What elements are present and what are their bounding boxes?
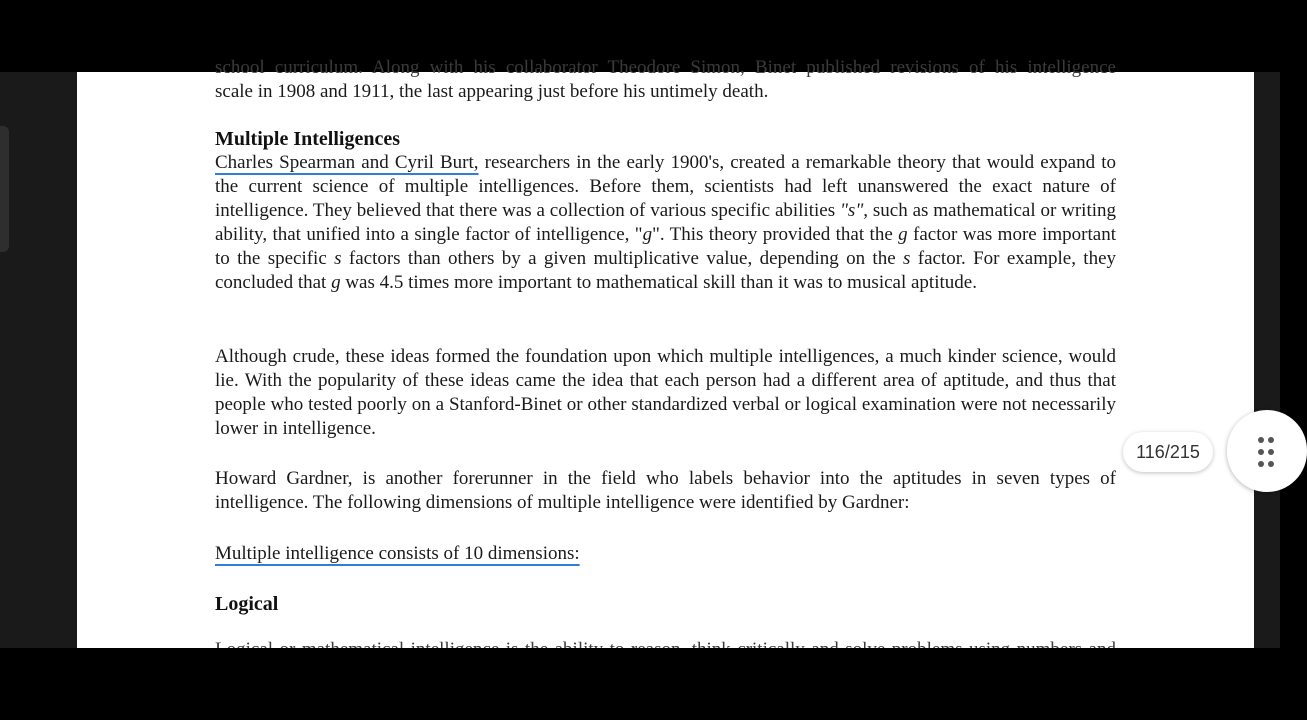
link-spearman-burt[interactable]: Charles Spearman and Cyril Burt, bbox=[215, 152, 479, 173]
paragraph-spearman-burt: Charles Spearman and Cyril Burt, researchers in the early 1900's, created a remarkable theory that would expand to the current science of multiple intelligences. Before them, scientists had left unanswered the exact nature of intelligence. They believed that there was a collection of various specific abilities "s", such as mathematical or writing ability, that unified into a single factor of intelligence, "g". This theory provided that the g factor was more important to the specific s factors than others by a given multiplicative value, depending on the s factor. For example, they concluded that g was 4.5 times more important to mathematical skill than it was to musical aptitude. bbox=[215, 152, 1117, 293]
paragraph-although-crude: Although crude, these ideas formed the foundation upon which multiple intelligences, a much kinder science, would lie. With the popularity of these ideas came the idea that each person had a different area of aptitude, and thus that people who tested poorly on a Stanford-Binet or other standardized verbal or logical examination were not necessarily lower in intelligence. bbox=[215, 346, 1116, 439]
paragraph-intro-tail: scale in 1908 and 1911, the last appearing just before his untimely death. bbox=[215, 81, 769, 102]
heading-logical: Logical bbox=[215, 593, 279, 615]
document-page bbox=[77, 57, 1254, 648]
page-counter: 116/215 bbox=[1123, 432, 1213, 472]
paragraph-intro-clipped: school curriculum. Along with his collaborator Theodore Simon, Binet published revisions of his intelligence bbox=[215, 57, 1116, 78]
drag-grip-icon bbox=[1258, 437, 1276, 467]
paragraph-ten-dimensions bbox=[215, 542, 1116, 566]
paragraph-howard-gardner: Howard Gardner, is another forerunner in the field who labels behavior into the aptitudes in seven types of intelligence. The following dimensions of multiple intelligence were identified by Gardner: bbox=[215, 468, 1116, 513]
link-ten-dimensions[interactable]: Multiple intelligence consists of 10 dimensions: bbox=[215, 543, 580, 564]
fast-scroll-handle[interactable] bbox=[1227, 410, 1307, 492]
side-panel-handle[interactable] bbox=[0, 126, 9, 252]
bottom-black-bar bbox=[0, 648, 1280, 720]
heading-multiple-intelligences: Multiple Intelligences bbox=[215, 128, 400, 150]
